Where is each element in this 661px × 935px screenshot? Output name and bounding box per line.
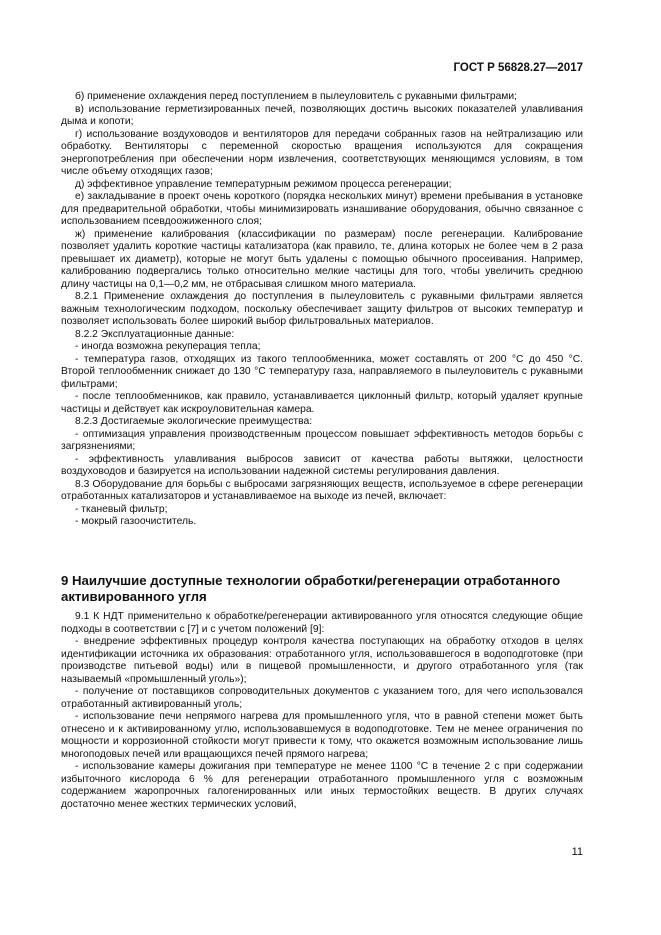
paragraph: - использование камеры дожигания при температуре не менее 1100 °С в течение 2 с при содержании избыточного кислорода 6 % для регенерации отработанного промышленного угля с возможным содержанием жаропрочных галогенированных или иных термостойких веществ. В других случаях достаточно менее жестких термических условий,: [61, 761, 583, 810]
paragraph: 9.1 К НДТ применительно к обработке/регенерации активированного угля относятся следующие общие подходы в соответствии с [7] и с учетом положений [9]:: [61, 611, 583, 635]
paragraph: в) использование герметизированных печей, позволяющих достичь высоких показателей улавливания дыма и копоти;: [61, 103, 583, 127]
paragraph: 8.2.3 Достигаемые экологические преимущества:: [75, 416, 313, 427]
paragraph: е) закладывание в проект очень короткого (порядка нескольких минут) времени пребывания в установке для предварительной обработки, чтобы минимизировать изнашивание оборудования, обычно связанное с использованием псевдоожиженного слоя;: [61, 191, 583, 227]
paragraph: г) использование воздуховодов и вентиляторов для передачи собранных газов на нейтрализацию или обработку. Вентиляторы с переменной скоростью вращения используются для сокращения энергопотребления при обеспечении норм извлечения, соответствующих меняющимся условиям, в том числе объему отходящих газов;: [61, 128, 583, 177]
paragraph: д) эффективное управление температурным режимом процесса регенерации;: [75, 178, 452, 190]
paragraph: - мокрый газоочиститель.: [75, 516, 197, 527]
paragraph: - тканевый фильтр;: [75, 503, 168, 515]
paragraph: - использование печи непрямого нагрева для промышленного угля, что в равной степени может быть отнесено и к активированному углю, использовавшемуся в водоподготовке. Тем не менее ограничения по мощности и коррозионной стойкости могут привести к тому, что окажется возможным использование лишь многоподовых печей или вращающихся печей прямого нагрева;: [61, 711, 583, 760]
document-number: ГОСТ Р 56828.27—2017: [453, 62, 583, 74]
paragraph: - получение от поставщиков сопроводительных документов с указанием того, для чего использовался отработанный активированный уголь;: [61, 686, 583, 710]
paragraph: - после теплообменников, как правило, устанавливается циклонный фильтр, который удаляет крупные частицы и действует как искроуловительная камера.: [61, 391, 583, 415]
page-number: 11: [571, 846, 583, 858]
paragraph: ж) применение калибрования (классификации по размерам) после регенерации. Калибрование позволяет удалить короткие частицы катализатора (как правило, те, длина которых не более чем в 2 раза превышает их диаметр), которые не могут быть удалены с помощью обычного просеивания. Например, калиброванию подвергались только относительно мелкие частицы для того, чтобы увеличить среднюю длину частицы на 0,1—0,2 мм, не отбрасывая слишком много материала.: [61, 228, 583, 290]
heading-line: 9 Наилучшие доступные технологии обработки/регенерации отработанного: [61, 573, 561, 588]
paragraph: б) применение охлаждения перед поступлением в пылеуловитель с рукавными фильтрами;: [75, 91, 517, 102]
paragraph: - температура газов, отходящих из такого теплообменника, может составлять от 200 °С до 450 °С. Второй теплообменник снижает до 130 °С температуру газа, направляемого в пылеуловитель с рукавными фильтрами;: [61, 353, 583, 390]
section-8-text: [61, 91, 583, 529]
paragraph: 8.3 Оборудование для борьбы с выбросами загрязняющих веществ, используемое в сфере регенерации отработанных катализаторов и устанавливаемое на выходе из печей, включает:: [61, 478, 583, 502]
paragraph: - внедрение эффективных процедур контроля качества поступающих на обработку отходов в целях идентификации источника их образования: отработанного угля, использовавшегося в водоподготовке (при производстве питьевой воды) или в пищевой промышленности, и другого отработанного угля (так называемый «промышленный уголь»);: [61, 636, 583, 685]
section-9-heading: [61, 573, 583, 605]
paragraph: - оптимизация управления производственным процессом повышает эффективность методов борьбы с загрязнениями;: [61, 428, 583, 452]
paragraph: - эффективность улавливания выбросов зависит от качества работы вытяжки, целостности воздуховодов и базируется на использовании надежной системы регулирования давления.: [61, 453, 583, 477]
paragraph: 8.2.2 Эксплуатационные данные:: [75, 328, 235, 340]
paragraph: - иногда возможна рекуперация тепла;: [75, 341, 261, 352]
heading-line: активированного угля: [61, 589, 207, 604]
section-9-text: [61, 611, 583, 811]
paragraph: 8.2.1 Применение охлаждения до поступления в пылеуловитель с рукавными фильтрами является важным технологическим подходом, поскольку обеспечивает защиту фильтров от высоких температур и позволяет использовать более широкий выбор фильтровальных материалов.: [61, 291, 583, 327]
